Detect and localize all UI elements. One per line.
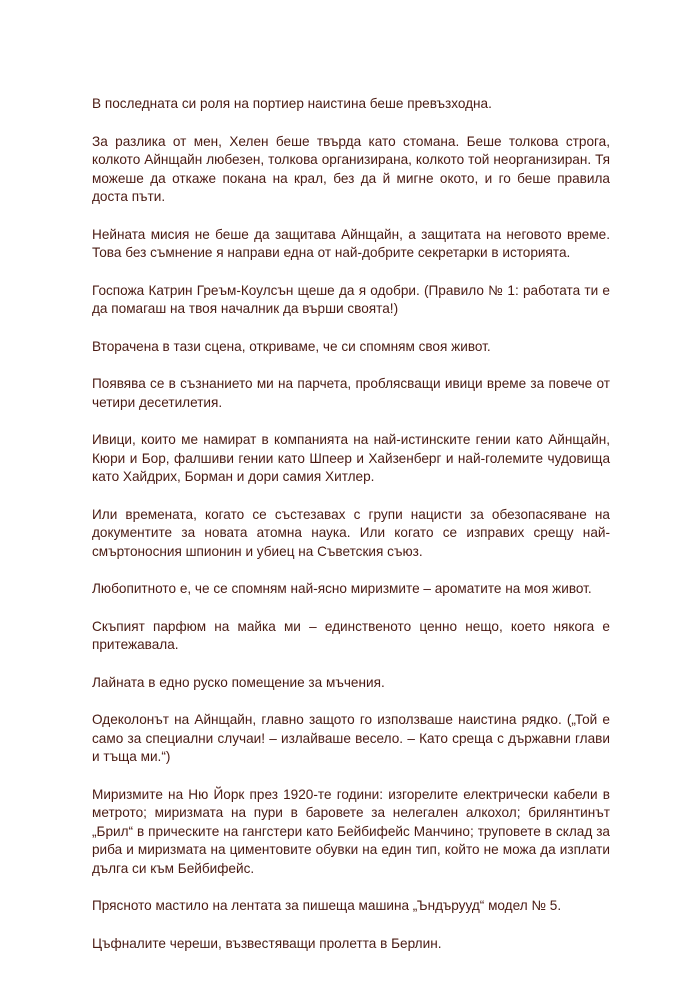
paragraph: Госпожа Катрин Греъм-Коулсън щеше да я одобри. (Правило № 1: работата ти е да помагаш на твоя началник да върши своята!) — [92, 282, 610, 316]
paragraph: Ивици, които ме намират в компанията на най-истинските гении като Айнщайн, Кюри и Бор, фалшиви гении като Шпеер и Хайзенберг и най-големите чудовища като Хайдрих, Борман и дори самия Хитлер. — [92, 432, 610, 484]
paragraph: Любопитното е, че се спомням най-ясно миризмите – ароматите на моя живот. — [92, 581, 592, 596]
paragraph: В последната си роля на портиер наистина беше превъзходна. — [92, 96, 492, 111]
body-text — [92, 95, 610, 972]
paragraph: Одеколонът на Айнщайн, главно защото го използваше наистина рядко. („Той е само за специални случаи! – излайваше весело. – Като среща с държавни глави и тъща ми.“) — [92, 712, 610, 764]
paragraph: Появява се в съзнанието ми на парчета, проблясващи ивици време за повече от четири десетилетия. — [92, 376, 610, 410]
paragraph: Вторачена в тази сцена, откриваме, че си спомням своя живот. — [92, 338, 491, 354]
paragraph: За разлика от мен, Хелен беше твърда като стомана. Беше толкова строга, колкото Айнщайн любезен, толкова организирана, колкото той неорганизиран. Тя можеше да откаже покана на крал, без да й мигне окото, и го беше правила доста пъти. — [92, 133, 610, 204]
paragraph: Цъфналите череши, възвестяващи пролетта в Берлин. — [92, 935, 442, 951]
paragraph: Лайната в едно руско помещение за мъчения. — [92, 674, 385, 690]
paragraph: Миризмите на Ню Йорк през 1920-те години: изгорелите електрически кабели в метрото; миризмата на пури в баровете за нелегален алкохол; брилянтинът „Брил“ в прическите на гангстери като Бейбифейс Манчино; труповете в склад за риба и миризмата на циментовите обувки на един тип, който не можа да изплати дълга си към Бейбифейс. — [92, 786, 610, 876]
paragraph: Или времената, когато се състезавах с групи нацисти за обезопасяване на документите за новата атомна наука. Или когато се изправих срещу най-смъртоносния шпионин и убиец на Съветския съюз. — [92, 506, 610, 559]
paragraph: Скъпият парфюм на майка ми – единственото ценно нещо, което някога е притежавала. — [92, 618, 610, 652]
paragraph: Прясното мастило на лентата за пишеща машина „Ъндърууд“ модел № 5. — [92, 898, 562, 913]
paragraph: Нейната мисия не беше да защитава Айнщайн, а защитата на неговото време. Това без съмнение я направи една от най-добрите секретарки в историята. — [92, 226, 610, 260]
